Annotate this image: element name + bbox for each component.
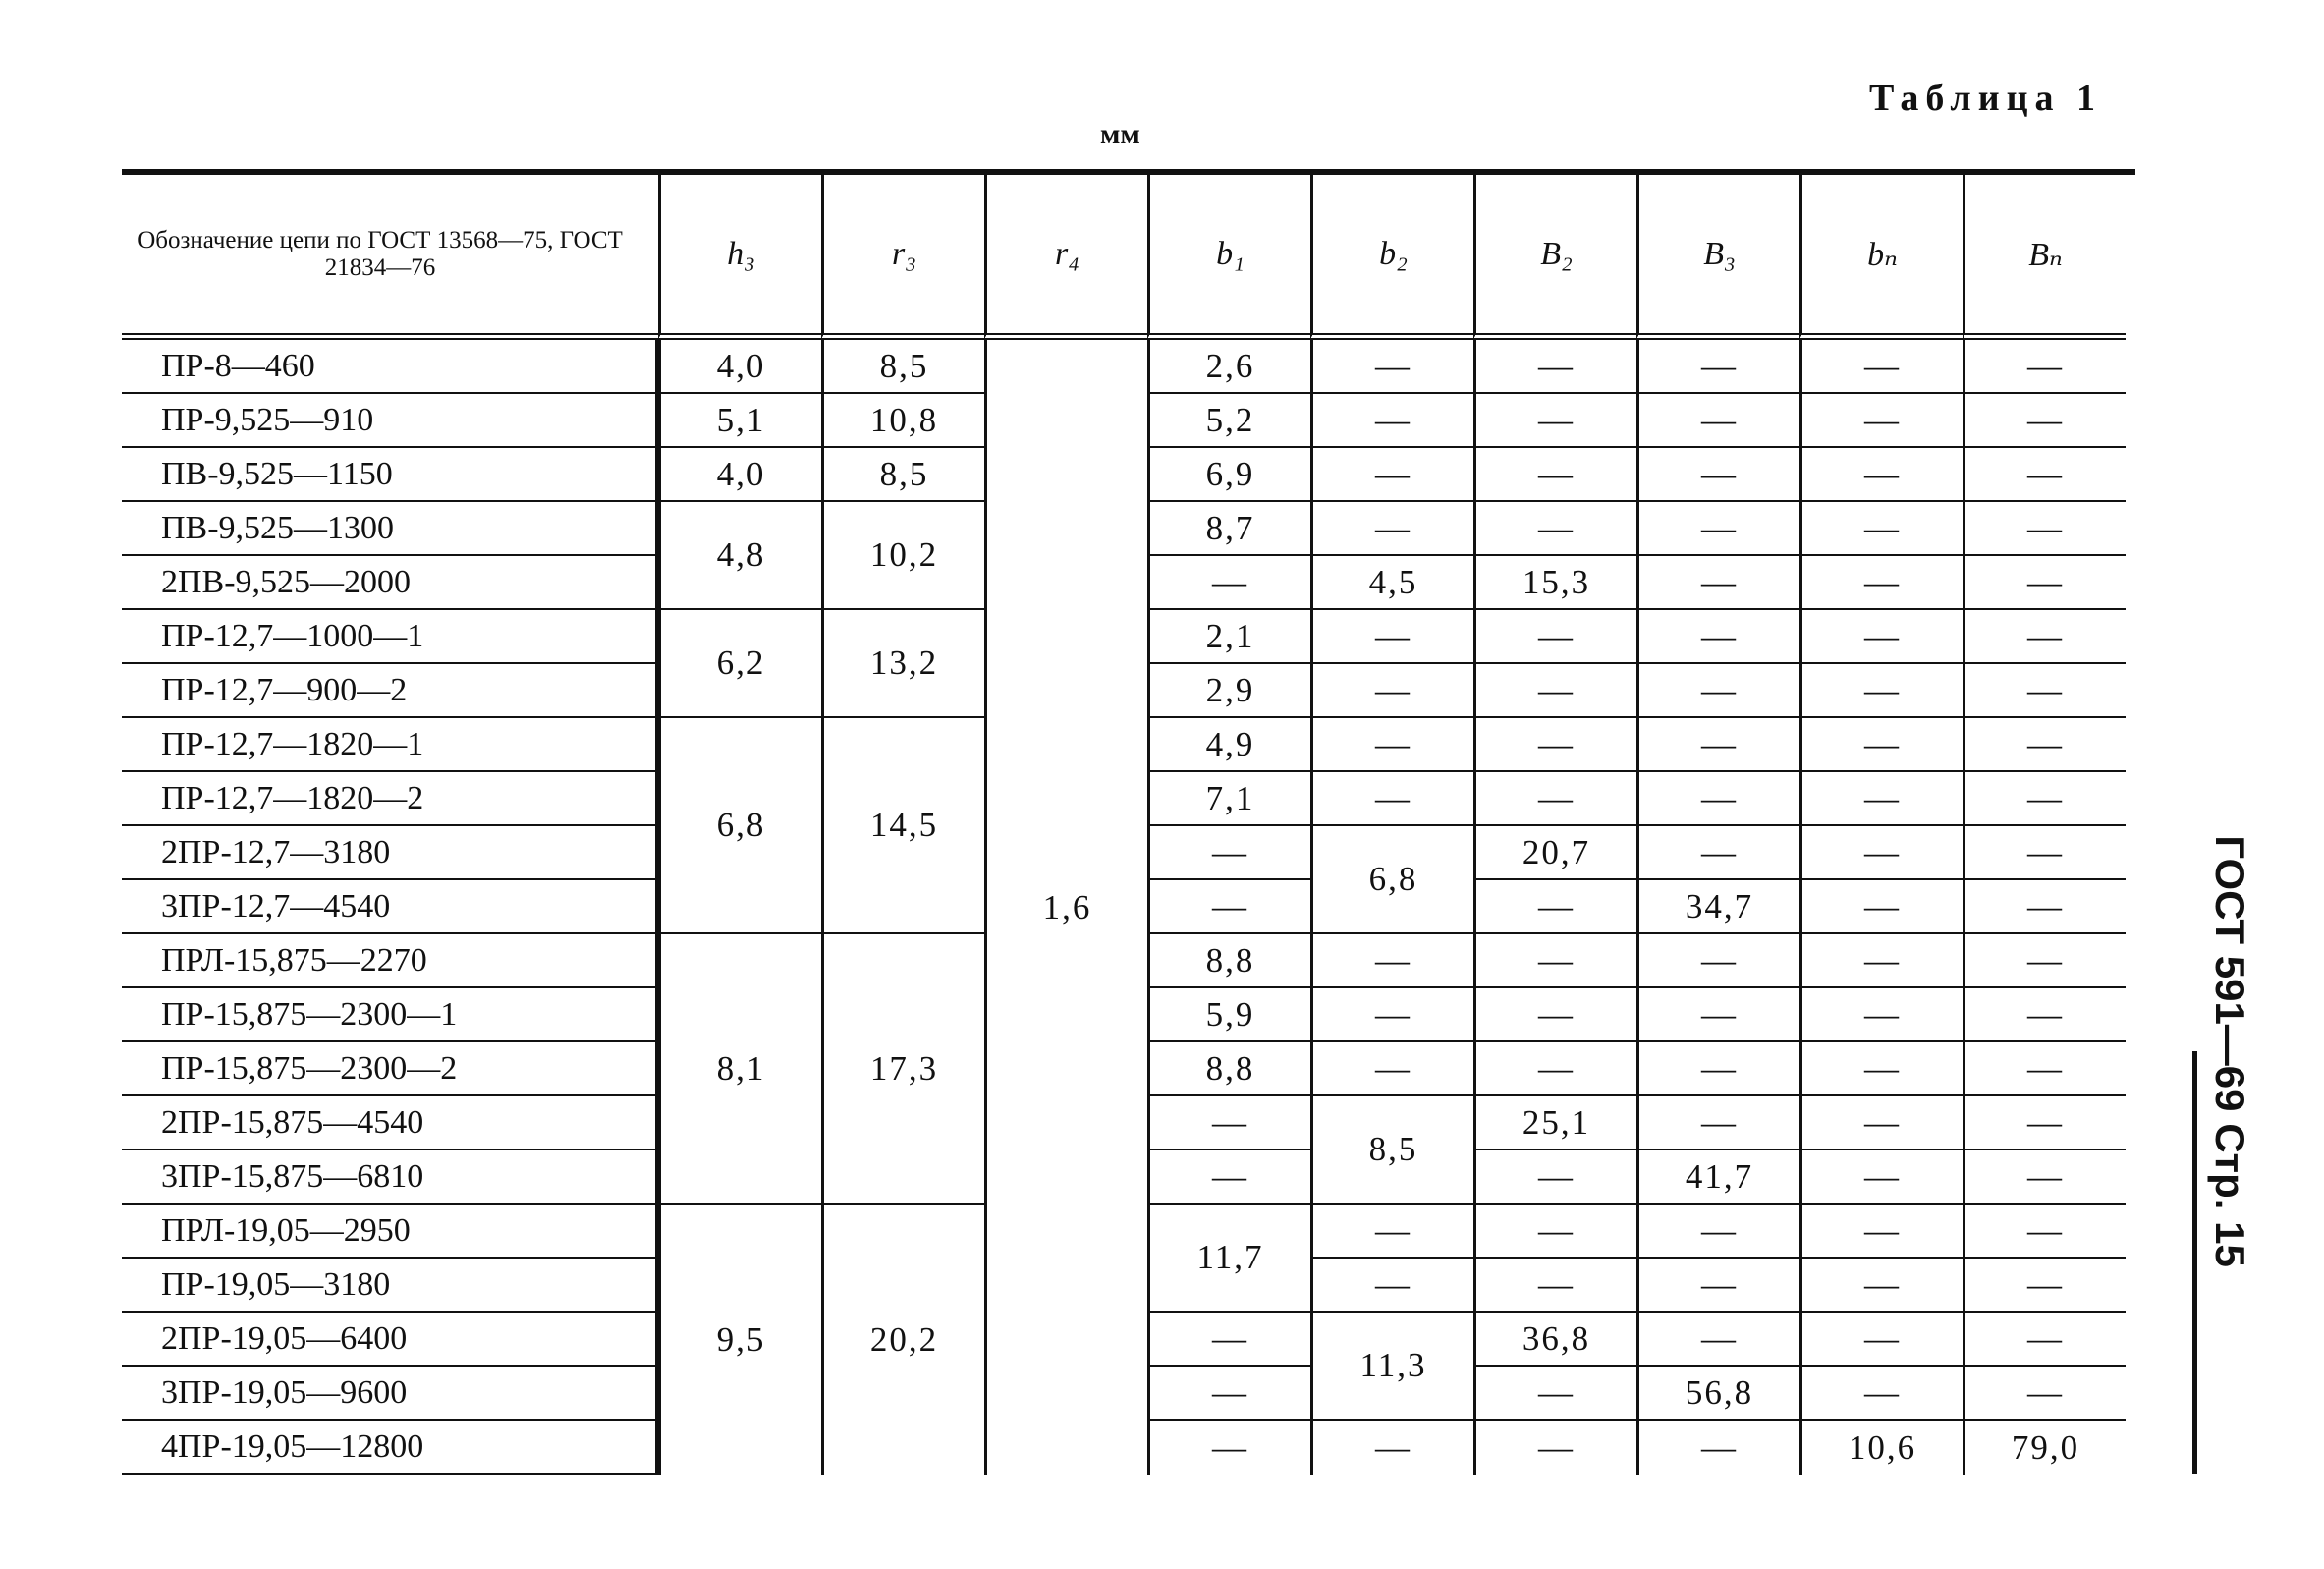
chain-name: ПР-9,525—910 [122, 394, 658, 448]
bn-value: — [1799, 556, 1963, 610]
chain-name: 2ПР-19,05—6400 [122, 1313, 658, 1367]
B2-value: — [1473, 1150, 1636, 1205]
header-col-4: b₁ [1147, 175, 1310, 340]
bn-value: — [1799, 1096, 1963, 1150]
b2-value: 8,5 [1310, 1096, 1473, 1205]
chain-name: ПРЛ-15,875—2270 [122, 934, 658, 988]
B2-value: — [1473, 934, 1636, 988]
r3-value: 8,5 [821, 448, 984, 502]
bn-value: — [1799, 718, 1963, 772]
Bn-value: 79,0 [1963, 1421, 2126, 1475]
B3-value: — [1636, 1096, 1799, 1150]
header-col-3: r₄ [984, 175, 1147, 340]
h3-value: 4,0 [658, 340, 821, 394]
b1-value: — [1147, 556, 1310, 610]
bn-value: — [1799, 448, 1963, 502]
Bn-value: — [1963, 1042, 2126, 1096]
h3-value: 4,0 [658, 448, 821, 502]
b1-value: 8,8 [1147, 1042, 1310, 1096]
B2-value: — [1473, 1421, 1636, 1475]
b1-value: 5,9 [1147, 988, 1310, 1042]
bn-value: — [1799, 340, 1963, 394]
header-col-9: Bₙ [1963, 175, 2126, 340]
b2-value: — [1310, 988, 1473, 1042]
B2-value: — [1473, 502, 1636, 556]
side-rule [2192, 1051, 2197, 1474]
chain-name: 3ПР-19,05—9600 [122, 1367, 658, 1421]
header-col-5: b₂ [1310, 175, 1473, 340]
B3-value: — [1636, 1042, 1799, 1096]
B3-value: — [1636, 556, 1799, 610]
r3-value: 8,5 [821, 340, 984, 394]
header-col-2: r₃ [821, 175, 984, 340]
bn-value: — [1799, 394, 1963, 448]
b1-value: 2,6 [1147, 340, 1310, 394]
B3-value: — [1636, 448, 1799, 502]
Bn-value: — [1963, 772, 2126, 826]
b2-value: — [1310, 394, 1473, 448]
B3-value: 34,7 [1636, 880, 1799, 934]
Bn-value: — [1963, 448, 2126, 502]
B2-value: — [1473, 1205, 1636, 1259]
page-side-label: ГОСТ 591—69 Стр. 15 [2207, 835, 2253, 1267]
bn-value: — [1799, 610, 1963, 664]
B3-value: — [1636, 610, 1799, 664]
b2-value: — [1310, 1042, 1473, 1096]
units-label: мм [1100, 118, 1140, 150]
B2-value: — [1473, 340, 1636, 394]
B3-value: — [1636, 1259, 1799, 1313]
r3-value: 20,2 [821, 1205, 984, 1475]
r3-value: 10,8 [821, 394, 984, 448]
chain-name: ПВ-9,525—1300 [122, 502, 658, 556]
B2-value: — [1473, 880, 1636, 934]
b1-value: 2,9 [1147, 664, 1310, 718]
b1-value: 8,7 [1147, 502, 1310, 556]
chain-name: 2ПР-12,7—3180 [122, 826, 658, 880]
B2-value: 25,1 [1473, 1096, 1636, 1150]
chain-name: ПР-8—460 [122, 340, 658, 394]
r4-value: 1,6 [984, 340, 1147, 1475]
B2-value: — [1473, 448, 1636, 502]
b1-value: — [1147, 1096, 1310, 1150]
bn-value: — [1799, 826, 1963, 880]
Bn-value: — [1963, 610, 2126, 664]
B3-value: — [1636, 1205, 1799, 1259]
bn-value: — [1799, 1259, 1963, 1313]
b1-value: 2,1 [1147, 610, 1310, 664]
b2-value: — [1310, 1421, 1473, 1475]
chain-name: ПР-15,875—2300—2 [122, 1042, 658, 1096]
b2-value: — [1310, 772, 1473, 826]
b2-value: — [1310, 718, 1473, 772]
B2-value: — [1473, 772, 1636, 826]
chain-name: ПРЛ-19,05—2950 [122, 1205, 658, 1259]
h3-value: 4,8 [658, 502, 821, 610]
chain-dimensions-table [122, 169, 2135, 1489]
b1-value: — [1147, 1367, 1310, 1421]
r3-value: 13,2 [821, 610, 984, 718]
B2-value: — [1473, 394, 1636, 448]
bn-value: — [1799, 502, 1963, 556]
Bn-value: — [1963, 394, 2126, 448]
chain-name: ПР-12,7—1820—1 [122, 718, 658, 772]
r3-value: 14,5 [821, 718, 984, 934]
b1-value: 8,8 [1147, 934, 1310, 988]
Bn-value: — [1963, 1205, 2126, 1259]
B2-value: 36,8 [1473, 1313, 1636, 1367]
chain-name: 2ПР-15,875—4540 [122, 1096, 658, 1150]
r3-value: 17,3 [821, 934, 984, 1205]
b1-value: — [1147, 1150, 1310, 1205]
B3-value: — [1636, 988, 1799, 1042]
bn-value: — [1799, 988, 1963, 1042]
B3-value: 56,8 [1636, 1367, 1799, 1421]
B2-value: 15,3 [1473, 556, 1636, 610]
chain-name: ПР-12,7—1000—1 [122, 610, 658, 664]
B3-value: — [1636, 394, 1799, 448]
h3-value: 6,2 [658, 610, 821, 718]
chain-name: 3ПР-12,7—4540 [122, 880, 658, 934]
b2-value: — [1310, 340, 1473, 394]
b2-value: — [1310, 664, 1473, 718]
B3-value: — [1636, 664, 1799, 718]
b2-value: 6,8 [1310, 826, 1473, 934]
B2-value: — [1473, 664, 1636, 718]
B2-value: — [1473, 718, 1636, 772]
b1-value: — [1147, 880, 1310, 934]
Bn-value: — [1963, 880, 2126, 934]
B3-value: 41,7 [1636, 1150, 1799, 1205]
bn-value: — [1799, 934, 1963, 988]
B3-value: — [1636, 934, 1799, 988]
b2-value: — [1310, 1259, 1473, 1313]
table-caption: Таблица 1 [1868, 78, 2102, 119]
Bn-value: — [1963, 664, 2126, 718]
B3-value: — [1636, 1313, 1799, 1367]
Bn-value: — [1963, 718, 2126, 772]
b2-value: — [1310, 610, 1473, 664]
h3-value: 9,5 [658, 1205, 821, 1475]
Bn-value: — [1963, 1150, 2126, 1205]
b2-value: 11,3 [1310, 1313, 1473, 1421]
b1-value: 7,1 [1147, 772, 1310, 826]
chain-name: 4ПР-19,05—12800 [122, 1421, 658, 1475]
chain-name: ПР-12,7—1820—2 [122, 772, 658, 826]
B3-value: — [1636, 502, 1799, 556]
bn-value: — [1799, 1150, 1963, 1205]
b1-value: — [1147, 826, 1310, 880]
B2-value: — [1473, 988, 1636, 1042]
bn-value: 10,6 [1799, 1421, 1963, 1475]
B2-value: — [1473, 610, 1636, 664]
bn-value: — [1799, 1042, 1963, 1096]
bn-value: — [1799, 1313, 1963, 1367]
chain-name: ПВ-9,525—1150 [122, 448, 658, 502]
B3-value: — [1636, 826, 1799, 880]
B2-value: — [1473, 1042, 1636, 1096]
b1-value: 11,7 [1147, 1205, 1310, 1313]
bn-value: — [1799, 1367, 1963, 1421]
chain-name: 2ПВ-9,525—2000 [122, 556, 658, 610]
Bn-value: — [1963, 1313, 2126, 1367]
b2-value: 4,5 [1310, 556, 1473, 610]
header-col-6: B₂ [1473, 175, 1636, 340]
b1-value: — [1147, 1421, 1310, 1475]
Bn-value: — [1963, 1259, 2126, 1313]
B3-value: — [1636, 340, 1799, 394]
Bn-value: — [1963, 1096, 2126, 1150]
B2-value: — [1473, 1259, 1636, 1313]
B2-value: 20,7 [1473, 826, 1636, 880]
chain-name: ПР-19,05—3180 [122, 1259, 658, 1313]
h3-value: 6,8 [658, 718, 821, 934]
B3-value: — [1636, 1421, 1799, 1475]
r3-value: 10,2 [821, 502, 984, 610]
chain-name: ПР-15,875—2300—1 [122, 988, 658, 1042]
Bn-value: — [1963, 556, 2126, 610]
bn-value: — [1799, 880, 1963, 934]
b2-value: — [1310, 502, 1473, 556]
header-chain-designation: Обозначение цепи по ГОСТ 13568—75, ГОСТ 21834—76 [122, 175, 658, 340]
Bn-value: — [1963, 988, 2126, 1042]
B2-value: — [1473, 1367, 1636, 1421]
B3-value: — [1636, 772, 1799, 826]
b1-value: 6,9 [1147, 448, 1310, 502]
B3-value: — [1636, 718, 1799, 772]
header-col-1: h₃ [658, 175, 821, 340]
b1-value: — [1147, 1313, 1310, 1367]
b1-value: 4,9 [1147, 718, 1310, 772]
chain-name: 3ПР-15,875—6810 [122, 1150, 658, 1205]
bn-value: — [1799, 664, 1963, 718]
bn-value: — [1799, 772, 1963, 826]
b2-value: — [1310, 1205, 1473, 1259]
chain-name: ПР-12,7—900—2 [122, 664, 658, 718]
Bn-value: — [1963, 1367, 2126, 1421]
Bn-value: — [1963, 934, 2126, 988]
header-col-8: bₙ [1799, 175, 1963, 340]
h3-value: 5,1 [658, 394, 821, 448]
b2-value: — [1310, 448, 1473, 502]
Bn-value: — [1963, 502, 2126, 556]
Bn-value: — [1963, 826, 2126, 880]
h3-value: 8,1 [658, 934, 821, 1205]
b2-value: — [1310, 934, 1473, 988]
b1-value: 5,2 [1147, 394, 1310, 448]
Bn-value: — [1963, 340, 2126, 394]
bn-value: — [1799, 1205, 1963, 1259]
header-col-7: B₃ [1636, 175, 1799, 340]
